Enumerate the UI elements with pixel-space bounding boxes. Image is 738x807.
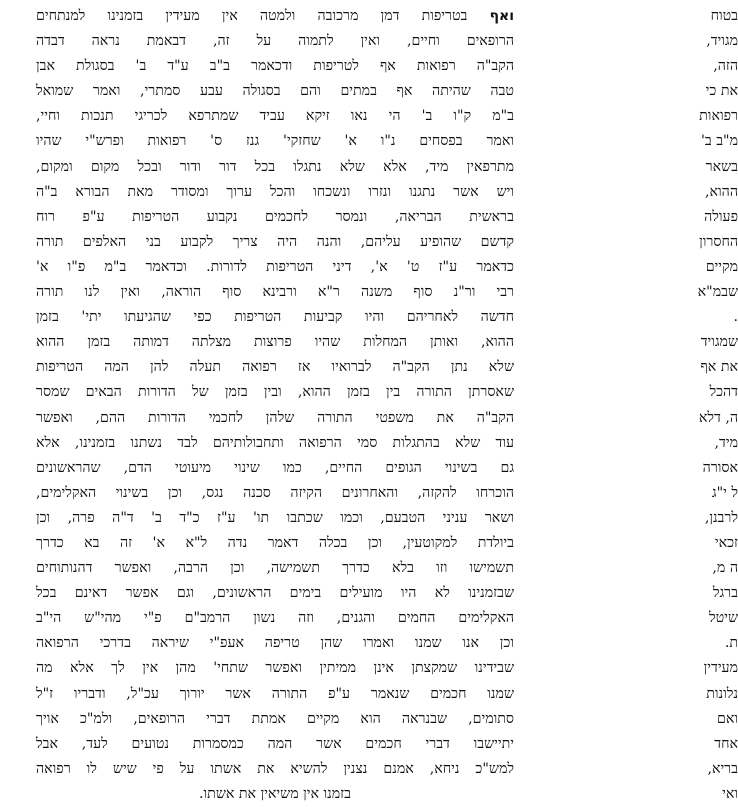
text-line: הקב"ה רפואות אף לטריפות ודכאמר ב"ב ע"ד ב' בסגולת אבן: [36, 58, 514, 75]
text-line: מתרפאין מיד, אלא שלא נתגלו בכל דור ודור ובכל מקום ומקום,: [36, 158, 514, 175]
line-text: בטריפות דמן מרכובה ולמטה אין מעידין בזמנינו למנתחים: [36, 8, 468, 24]
side-text-line: שבמ"א: [697, 284, 738, 301]
text-line: הוכרחו להקזה, והאחרונים הקיזה סכנה נגס, וכן בשינוי האקלימים,: [36, 484, 514, 501]
text-line: הקב"ה את משפטי התורה שלהן לחכמי הדורות ההם, ואפשר: [36, 409, 514, 426]
side-text-line: אסורה: [702, 459, 738, 476]
text-line: ואמר בפסחים נ"ו א' שחזקי' גנז ס' רפואות ופרש"י שהיו: [36, 133, 514, 150]
side-text-line: מגויד,: [706, 33, 738, 50]
side-text-line: בטוח: [710, 8, 738, 24]
text-line: ביולדת למקוטעין, וכן בכלה דאמר נדה ל"א א' זה בא כדרך: [36, 534, 514, 551]
text-line: שבידינו שמקצתן אינן ממיתין ואפשר שתחי' מהן אין לך אלא מה: [36, 660, 514, 677]
text-line: הרופאים וחיים, ואין לתמוה על זה, דבאמת נראה דבדה: [36, 33, 514, 50]
text-line: גם בשינוי הגופים החיים, כמו שינוי מיעוטי הדם, שהראשונים: [36, 459, 514, 476]
text-line: שמנו חכמים שנאמר ע"פ התורה אשר יורוך עכ"ל, ודבריו ז"ל: [36, 685, 514, 702]
side-text-line: החסרון: [699, 233, 738, 250]
lead-word: ואף: [489, 8, 515, 24]
text-line: שאסרתן התורה בין בזמן ההוא, ובין בזמן של הדורות הבאים שמסר: [36, 384, 514, 401]
side-text-line: אחד: [714, 735, 738, 752]
side-text-line: שמגויד: [700, 334, 738, 351]
side-text-line: שיטל: [709, 610, 738, 627]
side-text-line: נלונות: [706, 685, 738, 702]
text-line: תשמישו וזו בלא כדרך תשמישה, וכן הרבה, ואפשר דהנותוחים: [36, 560, 514, 577]
side-text-line: מקיים: [705, 258, 738, 275]
side-text-line: את כי: [705, 83, 738, 100]
text-line: ויש אשר נתגנו ונזרו ונשכחו והכל ערוך ומסודר מאת הבורא ב"ה: [36, 183, 514, 200]
side-text-line: ה, דלא: [698, 409, 738, 426]
text-line: [36, 4, 514, 29]
main-text-column: [36, 4, 515, 802]
side-text-line: .: [733, 309, 738, 326]
side-text-line: ואם: [717, 710, 738, 727]
text-line: יתיישבו דברי חכמים אשר המה כמסמרות נטועים לעד, אבל: [36, 735, 514, 752]
side-text-line: בשאר: [705, 158, 738, 175]
side-text-line: לרבנן,: [704, 509, 738, 526]
side-text-line: ואי: [722, 785, 738, 802]
text-line: האקלימים החמים והגנים, וזה נשון הרמב"ם פ"י מהי"ש הי"ב: [36, 610, 514, 627]
text-line: רבי ור"נ סוף משנה ר"א ורבינא סוף הוראה, ואין לנו תורה: [36, 284, 514, 301]
text-line: סתומים, שבנראה הוא מקיים אמתת דברי הרופאים, ולמ"כ אויך: [36, 710, 514, 727]
text-line: ב"מ ק"ו ב' הי נאו זיקא עביד שמתרפא לכריגי תנכות וחיי,: [36, 108, 514, 125]
text-line: ההוא, ואותן המחלות שהיו פרוצות מצלתה דמותה בזמן ההוא: [36, 334, 514, 351]
text-line: למש"כ ניחא, אמנם נצנין להשיא את אשתו על פי שיש לו רפואה: [36, 760, 514, 777]
text-line: שבזמנינו לא היו מועילים בימים הראשונים, וגם אפשר דאינם בכל: [36, 585, 514, 602]
side-text-line: רפואות: [699, 108, 738, 125]
side-text-line: את אף: [700, 359, 738, 376]
text-line: וכן אנו שמנו ואמרו שהן טריפה אעפ"י שיראה בדרכי הרפואה: [36, 635, 514, 652]
side-text-line: הזה,: [713, 58, 738, 75]
side-text-line: ת.: [724, 635, 738, 652]
text-line: שלא נתן הקב"ה לברואיו אז רפואה תעלה להן המה הטריפות: [36, 359, 514, 376]
text-line: כדאמר ע"ז ט' א', דיני הטריפות לדורות. וכדאמר ב"מ פ"ו א': [36, 258, 514, 275]
side-text-line: מעידין: [703, 660, 738, 677]
side-text-line: ל י"ג: [711, 484, 738, 501]
column-gutter: [520, 0, 538, 800]
closing-line: בזמנו אין משיאין את אשתו.: [199, 785, 351, 802]
side-text-line: פעולה: [704, 208, 738, 225]
text-line: בראשית הבריאה, ונמסר לחכמים נקבוע הטריפות ע"פ רוח: [36, 208, 514, 225]
side-text-line: ה מ,: [712, 560, 738, 577]
text-line: חדשה לאחריהם והיו קביעות הטריפות כפי שהגיעתו יתי' בזמן: [36, 309, 514, 326]
side-text-line: ברגל: [712, 585, 738, 602]
side-text-line: זכאי: [714, 534, 738, 551]
side-text-line: מ"ב ב': [700, 133, 738, 150]
text-line: עוד שלא בהתגלות סמי הרפואה ותחבולותיהם לבד נשתנו בזמנינו, אלא: [36, 434, 514, 451]
side-text-line: בריא,: [707, 760, 738, 777]
text-line: קדשם שהופיע עליהם, והנה היה צריך לקבוע בני האלפים תורה: [36, 233, 514, 250]
side-text-line: דהכל: [709, 384, 738, 401]
side-text-line: ההוא,: [705, 183, 738, 200]
text-line: טבה שהיתה אף במתים והם בסגולה עבע סמתרי, ואמר שמואל: [36, 83, 514, 100]
side-text-column: [538, 4, 738, 802]
side-text-line: מיד,: [714, 434, 738, 451]
text-line: ושאר עניני הטבעם, וכמו שכתבו תו' ע"ז כ"ד ב' ד"ה פרה, וכן: [36, 509, 514, 526]
